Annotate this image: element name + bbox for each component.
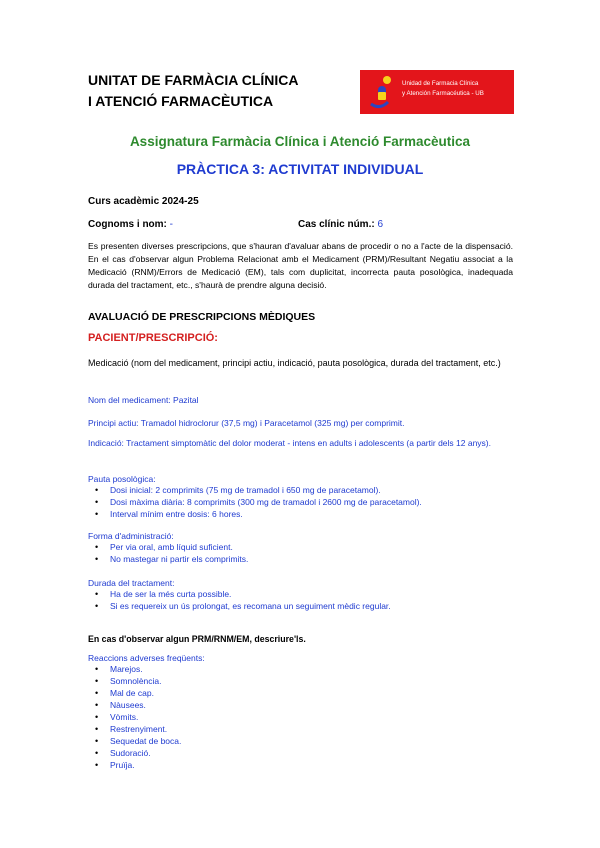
active-ingredient: Principi actiu: Tramadol hidroclorur (37,5 mg) i Paracetamol (325 mg) per comprimit. xyxy=(88,418,405,428)
adverse-label: Reaccions adverses freqüents: xyxy=(88,653,205,663)
logo-line-2: y Atención Farmacéutica - UB xyxy=(402,90,484,97)
patient-title: PACIENT/PRESCRIPCIÓ: xyxy=(88,332,218,344)
list-item: • Somnolència. xyxy=(110,675,205,687)
list-item: • Ha de ser la més curta possible. xyxy=(110,588,391,600)
list-item: • Dosi inicial: 2 comprimits (75 mg de tramadol i 650 mg de paracetamol). xyxy=(110,484,422,496)
pill-logo-icon xyxy=(366,74,396,110)
list-item: • Sequedat de boca. xyxy=(110,735,205,747)
logo-text xyxy=(402,79,484,99)
case-number-label: Cas clínic núm.: xyxy=(298,219,375,230)
section-title: AVALUACIÓ DE PRESCRIPCIONS MÈDIQUES xyxy=(88,311,316,323)
adverse-list xyxy=(88,663,205,771)
list-item: • Dosi màxima diària: 8 comprimits (300 mg de tramadol i 2600 mg de paracetamol). xyxy=(110,496,422,508)
student-name-row xyxy=(88,219,173,230)
administration-list xyxy=(88,541,248,565)
logo xyxy=(360,70,514,114)
dosage-label: Pauta posològica: xyxy=(88,474,156,484)
question-text: En cas d'observar algun PRM/RNM/EM, descriure'ls. xyxy=(88,634,306,644)
administration-label: Forma d'administració: xyxy=(88,531,174,541)
list-item: • Restrenyiment. xyxy=(110,723,205,735)
list-item: • Interval mínim entre dosis: 6 hores. xyxy=(110,508,422,520)
list-item: • Si es requereix un ús prolongat, es recomana un seguiment mèdic regular. xyxy=(110,600,391,612)
duration-list xyxy=(88,588,391,612)
student-name-label: Cognoms i nom: xyxy=(88,219,167,230)
academic-year: Curs acadèmic 2024-25 xyxy=(88,196,199,207)
adverse-reactions-block xyxy=(88,653,205,771)
list-item: • Pruïja. xyxy=(110,759,205,771)
list-item: • Per via oral, amb líquid suficient. xyxy=(110,541,248,553)
medication-description: Medicació (nom del medicament, principi actiu, indicació, pauta posològica, durada del tractament, etc.) xyxy=(88,358,501,368)
dosage-block xyxy=(88,474,422,520)
organization-title xyxy=(88,70,299,112)
indication: Indicació: Tractament simptomàtic del dolor moderat - intens en adults i adolescents (a partir dels 12 anys). xyxy=(88,438,491,448)
list-item: • Marejos. xyxy=(110,663,205,675)
case-number-value: 6 xyxy=(377,219,384,230)
list-item: • Vòmits. xyxy=(110,711,205,723)
dosage-list xyxy=(88,484,422,520)
org-line-1: UNITAT DE FARMÀCIA CLÍNICA xyxy=(88,72,299,88)
case-number-row xyxy=(298,219,383,230)
list-item: • Sudoració. xyxy=(110,747,205,759)
list-item: • Nàusees. xyxy=(110,699,205,711)
org-line-2: I ATENCIÓ FARMACÈUTICA xyxy=(88,93,274,109)
student-name-value: - xyxy=(169,219,174,230)
medication-name: Nom del medicament: Pazital xyxy=(88,395,199,405)
duration-label: Durada del tractament: xyxy=(88,578,175,588)
administration-block xyxy=(88,531,248,565)
intro-paragraph: Es presenten diverses prescripcions, que s'hauran d'avaluar abans de procedir o no a l'acte de la dispensació. En el cas d'observar algun Problema Relacionat amb el Medicament (PRM)/Resultant Negatiu associat a la Medicació (RNM)/Errors de Medicació (EM), tals com duplicitat, incorrecta pauta posològica, inadequada durada del tractament, etc., s'haurà de prendre alguna decisió. xyxy=(88,241,513,290)
duration-block xyxy=(88,578,391,612)
logo-line-1: Unidad de Farmacia Clínica xyxy=(402,80,479,87)
list-item: • Mal de cap. xyxy=(110,687,205,699)
subject-title: Assignatura Farmàcia Clínica i Atenció Farmacèutica xyxy=(129,134,471,149)
practice-title: PRÀCTICA 3: ACTIVITAT INDIVIDUAL xyxy=(176,161,424,177)
list-item: • No mastegar ni partir els comprimits. xyxy=(110,553,248,565)
